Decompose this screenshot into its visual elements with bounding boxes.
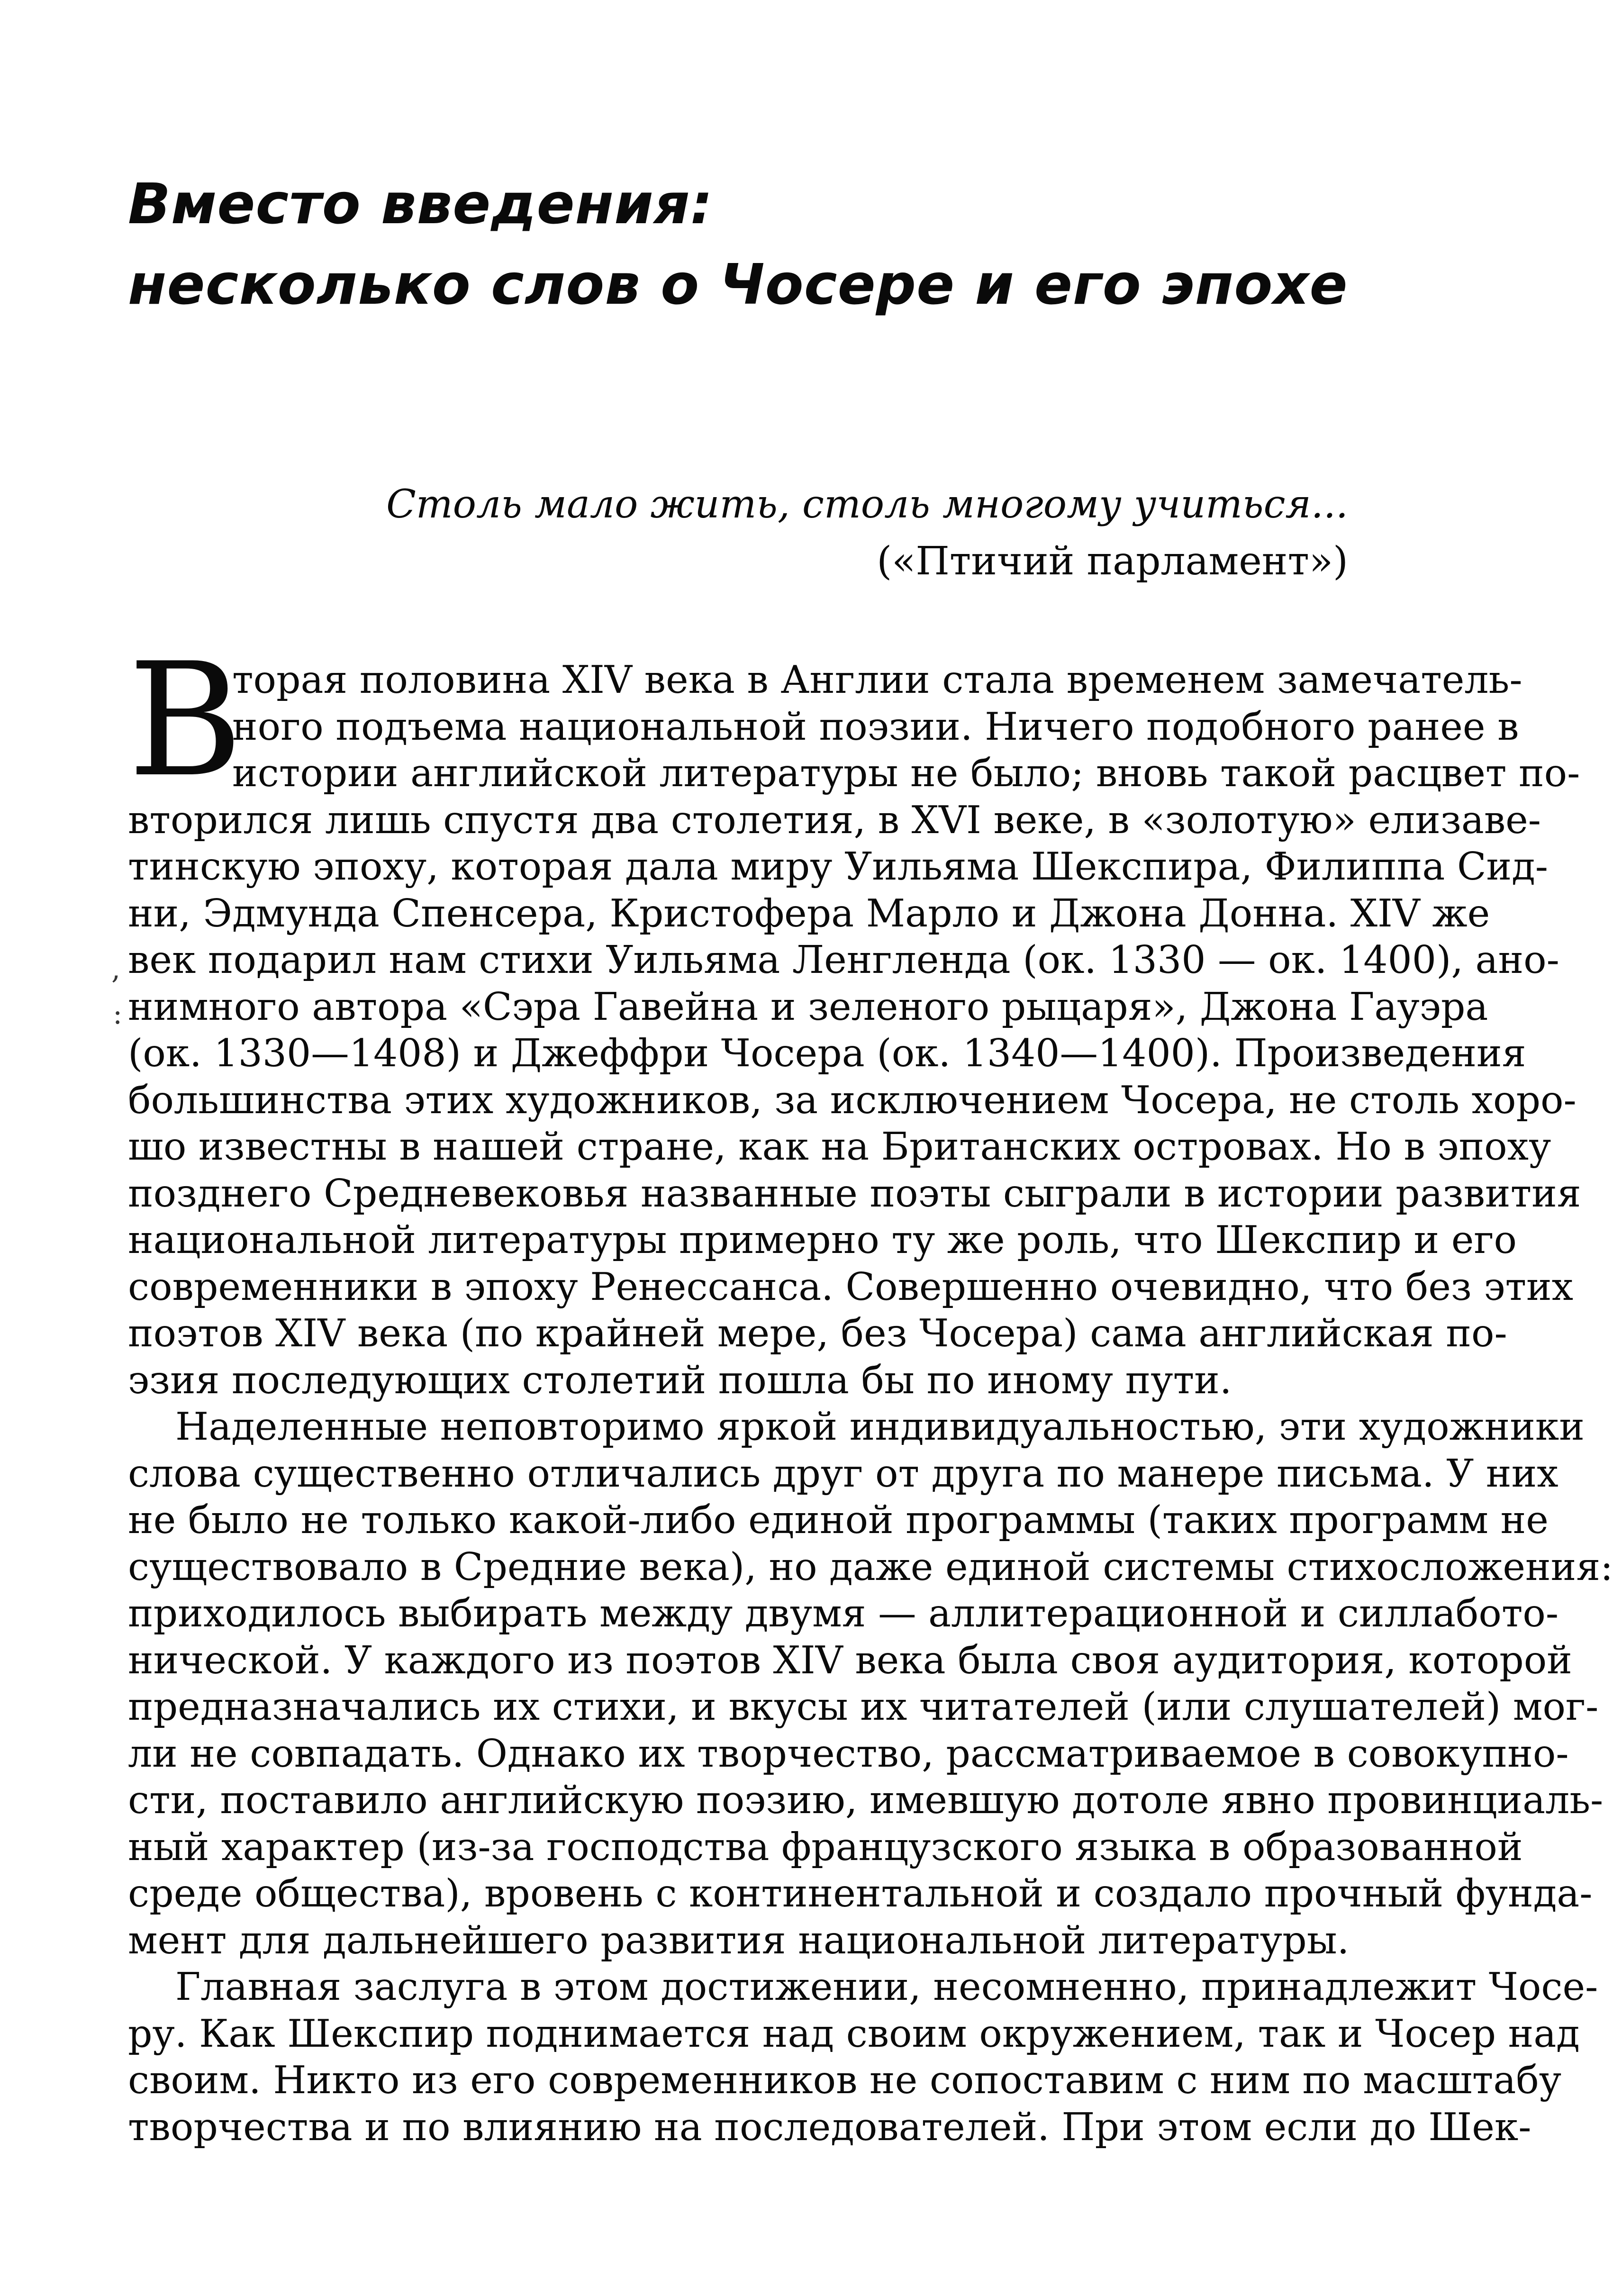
text-line: поэтов XIV века (по крайней мере, без Чосера) сама английская по- — [128, 1311, 1507, 1355]
text-line: среде общества), вровень с континентальной и создало прочный фунда- — [128, 1871, 1593, 1915]
text-line: век подарил нам стихи Уильяма Ленгленда (ок. 1330 — ок. 1400), ано- — [128, 937, 1559, 982]
text-line: тинскую эпоху, которая дала миру Уильяма Шекспира, Филиппа Сид- — [128, 844, 1548, 889]
text-line: Главная заслуга в этом достижении, несомненно, принадлежит Чосе- — [175, 1964, 1598, 2009]
text-line: Наделенные неповторимо яркой индивидуальностью, эти художники — [175, 1404, 1585, 1449]
text-line: вторился лишь спустя два столетия, в XVI веке, в «золотую» елизаве- — [128, 797, 1541, 842]
text-line: нимного автора «Сэра Гавейна и зеленого рыцаря», Джона Гауэра — [128, 984, 1488, 1029]
text-line: ни, Эдмунда Спенсера, Кристофера Марло и Джона Донна. XIV же — [128, 890, 1490, 935]
epigraph-verse: Столь мало жить, столь многому учиться... — [386, 482, 1348, 527]
text-line: большинства этих художников, за исключением Чосера, не столь хоро- — [128, 1077, 1577, 1122]
chapter-title-line-1: Вместо введения: — [128, 171, 713, 236]
text-line: ли не совпадать. Однако их творчество, рассматриваемое в совокупно- — [128, 1731, 1569, 1776]
text-line: современники в эпоху Ренессанса. Совершенно очевидно, что без этих — [128, 1264, 1574, 1309]
text-line: ру. Как Шекспир поднимается над своим окружением, так и Чосер над — [128, 2011, 1580, 2056]
text-line: национальной литературы примерно ту же роль, что Шекспир и его — [128, 1217, 1517, 1262]
text-line: сти, поставило английскую поэзию, имевшую дотоле явно провинциаль- — [128, 1778, 1604, 1822]
text-line: позднего Средневековья названные поэты сыграли в истории развития — [128, 1171, 1581, 1216]
body-text — [128, 656, 1613, 2150]
text-line: истории английской литературы не было; вновь такой расцвет по- — [232, 751, 1580, 795]
chapter-title-line-2: несколько слов о Чосере и его эпохе — [128, 252, 1348, 317]
text-line: не было не только какой-либо единой программы (таких программ не — [128, 1497, 1549, 1542]
margin-mark: : — [113, 998, 123, 1031]
text-line: предназначались их стихи, и вкусы их читателей (или слушателей) мог- — [128, 1684, 1599, 1729]
text-line: существовало в Средние века), но даже единой системы стихосложения: — [128, 1544, 1613, 1589]
text-line: творчества и по влиянию на последователей. При этом если до Шек- — [128, 2104, 1531, 2149]
text-line: эзия последующих столетий пошла бы по иному пути. — [128, 1357, 1232, 1402]
margin-mark: , — [111, 953, 121, 986]
text-line: ный характер (из-за господства французского языка в образованной — [128, 1824, 1523, 1869]
text-line: нической. У каждого из поэтов XIV века была своя аудитория, которой — [128, 1637, 1572, 1682]
text-line: торая половина XIV века в Англии стала временем замечатель- — [232, 657, 1522, 702]
text-line: слова существенно отличались друг от друга по манере письма. У них — [128, 1451, 1559, 1496]
text-line: своим. Никто из его современников не сопоставим с ним по масштабу — [128, 2058, 1562, 2102]
text-line: приходилось выбирать между двумя — аллитерационной и силлабото- — [128, 1591, 1559, 1635]
text-line: мент для дальнейшего развития национальной литературы. — [128, 1917, 1350, 1962]
text-line: ного подъема национальной поэзии. Ничего подобного ранее в — [232, 704, 1519, 749]
drop-cap: В — [128, 629, 243, 811]
text-line: (ок. 1330—1408) и Джеффри Чосера (ок. 1340—1400). Произведения — [128, 1031, 1526, 1075]
epigraph — [386, 476, 1348, 590]
epigraph-source: («Птичий парламент») — [877, 539, 1348, 584]
text-line: шо известны в нашей стране, как на Британских островах. Но в эпоху — [128, 1124, 1551, 1169]
chapter-title — [128, 163, 1348, 325]
